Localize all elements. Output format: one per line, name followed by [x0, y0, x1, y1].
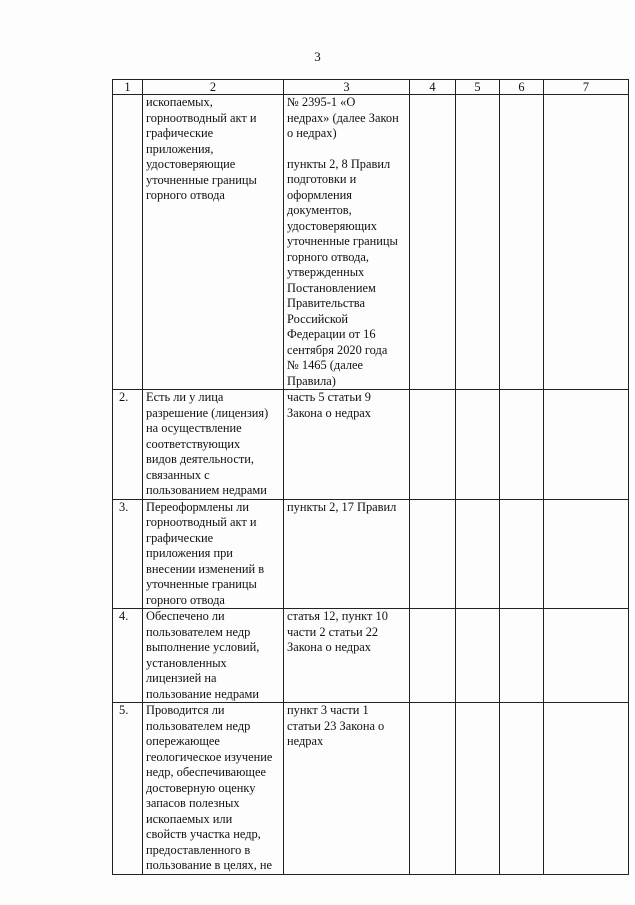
question-cell: ископаемых, горноотводный акт и графические приложения, удостоверяющие уточненные границы горного отвода — [143, 95, 284, 390]
basis-cell: пункт 3 части 1 статьи 23 Закона о недрах — [284, 703, 410, 875]
basis-cell — [284, 95, 410, 390]
basis-text: № 2395-1 «О недрах» (далее Закон о недрах) — [287, 95, 399, 140]
question-cell: Проводится ли пользователем недр опережающее геологическое изучение недр, обеспечивающее достоверную оценку запасов полезных ископаемых или свойств участка недр, предоставленного в пользование в целях, не — [143, 703, 284, 875]
table-row — [113, 703, 629, 875]
header-cell: 6 — [500, 80, 544, 95]
table-row — [113, 95, 629, 390]
table-row — [113, 499, 629, 609]
empty-cell — [410, 609, 456, 703]
empty-cell — [544, 95, 629, 390]
header-cell: 2 — [143, 80, 284, 95]
empty-cell — [410, 499, 456, 609]
basis-cell: пункты 2, 17 Правил — [284, 499, 410, 609]
empty-cell — [500, 95, 544, 390]
header-cell: 1 — [113, 80, 143, 95]
empty-cell — [544, 609, 629, 703]
empty-cell — [544, 703, 629, 875]
empty-cell — [500, 499, 544, 609]
page-number: 3 — [314, 49, 321, 64]
basis-cell: часть 5 статьи 9 Закона о недрах — [284, 390, 410, 500]
checklist-table — [112, 79, 629, 875]
empty-cell — [456, 703, 500, 875]
row-number: 5. — [113, 703, 143, 875]
table-row — [113, 609, 629, 703]
empty-cell — [410, 703, 456, 875]
basis-text: пункты 2, 8 Правил подготовки и оформления документов, удостоверяющих уточненные границы горного отвода, утвержденных Постановлением Правительства Российской Федерации от 16 сентября 2020 года № 1465 (далее Правила) — [287, 156, 398, 388]
header-cell: 7 — [544, 80, 629, 95]
question-cell: Переоформлены ли горноотводный акт и графические приложения при внесении изменений в уточненные границы горного отвода — [143, 499, 284, 609]
question-cell: Есть ли у лица разрешение (лицензия) на осуществление соответствующих видов деятельности, связанных с пользованием недрами — [143, 390, 284, 500]
table-row — [113, 390, 629, 500]
empty-cell — [500, 703, 544, 875]
row-number: 2. — [113, 390, 143, 500]
row-number — [113, 95, 143, 390]
empty-cell — [500, 390, 544, 500]
question-cell: Обеспечено ли пользователем недр выполнение условий, установленных лицензией на пользование недрами — [143, 609, 284, 703]
empty-cell — [544, 499, 629, 609]
header-cell: 5 — [456, 80, 500, 95]
row-number: 4. — [113, 609, 143, 703]
header-cell: 4 — [410, 80, 456, 95]
empty-cell — [410, 390, 456, 500]
empty-cell — [456, 95, 500, 390]
empty-cell — [544, 390, 629, 500]
empty-cell — [410, 95, 456, 390]
empty-cell — [456, 609, 500, 703]
row-number: 3. — [113, 499, 143, 609]
empty-cell — [500, 609, 544, 703]
header-row — [113, 80, 629, 95]
empty-cell — [456, 499, 500, 609]
basis-cell: статья 12, пункт 10 части 2 статьи 22 Закона о недрах — [284, 609, 410, 703]
empty-cell — [456, 390, 500, 500]
header-cell: 3 — [284, 80, 410, 95]
